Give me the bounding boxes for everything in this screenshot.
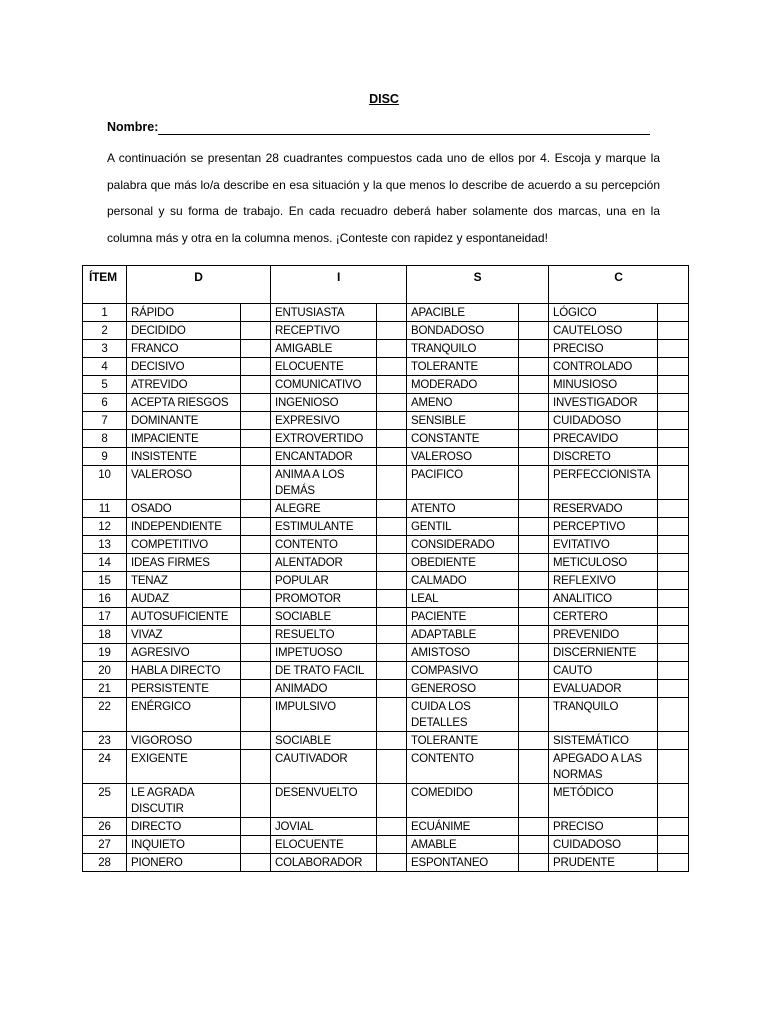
mark-box-s[interactable]: [519, 554, 549, 572]
word-c: LÓGICO: [549, 304, 658, 322]
word-s: LEAL: [407, 590, 519, 608]
word-d: DECIDIDO: [127, 322, 241, 340]
item-number: 5: [83, 376, 127, 394]
mark-box-i[interactable]: [377, 680, 407, 698]
word-c: METICULOSO: [549, 554, 658, 572]
word-d: AGRESIVO: [127, 644, 241, 662]
mark-box-d[interactable]: [241, 518, 271, 536]
table-row: [83, 662, 689, 680]
mark-box-s[interactable]: [519, 572, 549, 590]
mark-box-i[interactable]: [377, 376, 407, 394]
mark-box-s[interactable]: [519, 430, 549, 448]
table-row: [83, 572, 689, 590]
document-title: DISC: [369, 92, 399, 106]
table-row: [83, 554, 689, 572]
mark-box-s[interactable]: [519, 680, 549, 698]
mark-box-s[interactable]: [519, 322, 549, 340]
word-c: PRECISO: [549, 818, 658, 836]
mark-box-i[interactable]: [377, 732, 407, 750]
mark-box-i[interactable]: [377, 322, 407, 340]
item-number: 28: [83, 854, 127, 872]
mark-box-i[interactable]: [377, 554, 407, 572]
mark-box-i[interactable]: [377, 304, 407, 322]
mark-box-s[interactable]: [519, 836, 549, 854]
word-d: TENAZ: [127, 572, 241, 590]
header-c: C: [549, 266, 689, 304]
word-i: SOCIABLE: [271, 732, 377, 750]
word-d: INQUIETO: [127, 836, 241, 854]
word-d: OSADO: [127, 500, 241, 518]
mark-box-s[interactable]: [519, 750, 549, 784]
item-number: 10: [83, 466, 127, 500]
mark-box-d[interactable]: [241, 412, 271, 430]
mark-box-s[interactable]: [519, 466, 549, 500]
mark-box-s[interactable]: [519, 358, 549, 376]
word-s: CALMADO: [407, 572, 519, 590]
word-c: INVESTIGADOR: [549, 394, 658, 412]
table-row: [83, 448, 689, 466]
mark-box-d[interactable]: [241, 680, 271, 698]
mark-box-c[interactable]: [658, 854, 689, 872]
mark-box-c[interactable]: [658, 466, 689, 500]
mark-box-c[interactable]: [658, 358, 689, 376]
item-number: 11: [83, 500, 127, 518]
table-row: [83, 854, 689, 872]
word-s: TOLERANTE: [407, 358, 519, 376]
word-i: IMPULSIVO: [271, 698, 377, 732]
mark-box-d[interactable]: [241, 784, 271, 818]
instructions-paragraph: A continuación se presentan 28 cuadrantes compuestos cada uno de ellos por 4. Escoja y marque la palabra que más lo/a describe en esa situación y la que menos lo describe de acuerdo a su percepción personal y su forma de trabajo. En cada recuadro deberá haber solamente dos marcas, una en la columna más y otra en la columna menos. ¡Conteste con rapidez y espontaneidad!: [107, 151, 660, 245]
word-c: APEGADO A LAS NORMAS: [549, 750, 658, 784]
table-row: [83, 322, 689, 340]
item-number: 25: [83, 784, 127, 818]
item-number: 6: [83, 394, 127, 412]
word-s: AMISTOSO: [407, 644, 519, 662]
item-number: 16: [83, 590, 127, 608]
word-c: CAUTO: [549, 662, 658, 680]
word-s: ESPONTANEO: [407, 854, 519, 872]
mark-box-s[interactable]: [519, 412, 549, 430]
word-d: ATREVIDO: [127, 376, 241, 394]
mark-box-d[interactable]: [241, 854, 271, 872]
word-i: IMPETUOSO: [271, 644, 377, 662]
word-s: CUIDA LOS DETALLES: [407, 698, 519, 732]
mark-box-c[interactable]: [658, 590, 689, 608]
word-s: CONSIDERADO: [407, 536, 519, 554]
word-d: DIRECTO: [127, 818, 241, 836]
word-s: ECUÁNIME: [407, 818, 519, 836]
mark-box-d[interactable]: [241, 466, 271, 500]
mark-box-c[interactable]: [658, 732, 689, 750]
table-row: [83, 500, 689, 518]
mark-box-i[interactable]: [377, 412, 407, 430]
header-i: I: [271, 266, 407, 304]
word-s: ATENTO: [407, 500, 519, 518]
mark-box-s[interactable]: [519, 698, 549, 732]
mark-box-s[interactable]: [519, 500, 549, 518]
mark-box-d[interactable]: [241, 322, 271, 340]
mark-box-c[interactable]: [658, 430, 689, 448]
mark-box-i[interactable]: [377, 500, 407, 518]
table-row: [83, 750, 689, 784]
mark-box-c[interactable]: [658, 662, 689, 680]
table-row: [83, 536, 689, 554]
mark-box-i[interactable]: [377, 644, 407, 662]
word-i: ALEGRE: [271, 500, 377, 518]
mark-box-s[interactable]: [519, 732, 549, 750]
word-c: DISCERNIENTE: [549, 644, 658, 662]
item-number: 27: [83, 836, 127, 854]
mark-box-s[interactable]: [519, 590, 549, 608]
word-i: JOVIAL: [271, 818, 377, 836]
mark-box-c[interactable]: [658, 554, 689, 572]
mark-box-c[interactable]: [658, 322, 689, 340]
mark-box-s[interactable]: [519, 304, 549, 322]
disc-table: [82, 265, 689, 872]
mark-box-s[interactable]: [519, 394, 549, 412]
word-s: AMENO: [407, 394, 519, 412]
mark-box-i[interactable]: [377, 590, 407, 608]
word-i: DE TRATO FACIL: [271, 662, 377, 680]
mark-box-s[interactable]: [519, 854, 549, 872]
word-s: PACIFICO: [407, 466, 519, 500]
word-d: DECISIVO: [127, 358, 241, 376]
item-number: 4: [83, 358, 127, 376]
mark-box-c[interactable]: [658, 412, 689, 430]
word-c: PREVENIDO: [549, 626, 658, 644]
item-number: 8: [83, 430, 127, 448]
word-s: CONSTANTE: [407, 430, 519, 448]
word-i: ANIMADO: [271, 680, 377, 698]
word-d: PERSISTENTE: [127, 680, 241, 698]
word-d: COMPETITIVO: [127, 536, 241, 554]
word-s: PACIENTE: [407, 608, 519, 626]
word-c: MINUSIOSO: [549, 376, 658, 394]
mark-box-s[interactable]: [519, 376, 549, 394]
mark-box-i[interactable]: [377, 818, 407, 836]
mark-box-s[interactable]: [519, 626, 549, 644]
word-i: SOCIABLE: [271, 608, 377, 626]
word-i: CONTENTO: [271, 536, 377, 554]
mark-box-d[interactable]: [241, 394, 271, 412]
word-s: TOLERANTE: [407, 732, 519, 750]
header-s: S: [407, 266, 549, 304]
table-row: [83, 430, 689, 448]
word-s: AMABLE: [407, 836, 519, 854]
mark-box-i[interactable]: [377, 394, 407, 412]
mark-box-s[interactable]: [519, 644, 549, 662]
mark-box-i[interactable]: [377, 466, 407, 500]
header-item: ÍTEM: [83, 266, 127, 304]
word-c: CERTERO: [549, 608, 658, 626]
word-s: ADAPTABLE: [407, 626, 519, 644]
word-d: PIONERO: [127, 854, 241, 872]
mark-box-i[interactable]: [377, 626, 407, 644]
word-d: INDEPENDIENTE: [127, 518, 241, 536]
mark-box-d[interactable]: [241, 732, 271, 750]
table-body: [83, 304, 689, 872]
item-number: 1: [83, 304, 127, 322]
mark-box-d[interactable]: [241, 644, 271, 662]
item-number: 15: [83, 572, 127, 590]
word-d: LE AGRADA DISCUTIR: [127, 784, 241, 818]
mark-box-c[interactable]: [658, 644, 689, 662]
table-row: [83, 376, 689, 394]
table-row: [83, 394, 689, 412]
word-i: ELOCUENTE: [271, 836, 377, 854]
mark-box-d[interactable]: [241, 340, 271, 358]
mark-box-s[interactable]: [519, 662, 549, 680]
word-c: PRECAVIDO: [549, 430, 658, 448]
item-number: 21: [83, 680, 127, 698]
word-c: ANALITICO: [549, 590, 658, 608]
word-d: FRANCO: [127, 340, 241, 358]
table-row: [83, 590, 689, 608]
mark-box-d[interactable]: [241, 572, 271, 590]
mark-box-i[interactable]: [377, 750, 407, 784]
word-c: RESERVADO: [549, 500, 658, 518]
table-row: [83, 412, 689, 430]
word-d: AUDAZ: [127, 590, 241, 608]
mark-box-i[interactable]: [377, 784, 407, 818]
table-row: [83, 608, 689, 626]
word-c: CAUTELOSO: [549, 322, 658, 340]
word-s: GENTIL: [407, 518, 519, 536]
table-row: [83, 732, 689, 750]
word-i: ANIMA A LOS DEMÁS: [271, 466, 377, 500]
word-i: RECEPTIVO: [271, 322, 377, 340]
mark-box-i[interactable]: [377, 698, 407, 732]
word-c: REFLEXIVO: [549, 572, 658, 590]
word-s: CONTENTO: [407, 750, 519, 784]
item-number: 19: [83, 644, 127, 662]
item-number: 9: [83, 448, 127, 466]
mark-box-s[interactable]: [519, 340, 549, 358]
mark-box-c[interactable]: [658, 448, 689, 466]
mark-box-c[interactable]: [658, 340, 689, 358]
table-row: [83, 466, 689, 500]
mark-box-s[interactable]: [519, 448, 549, 466]
table-row: [83, 304, 689, 322]
word-d: IMPACIENTE: [127, 430, 241, 448]
mark-box-d[interactable]: [241, 430, 271, 448]
mark-box-d[interactable]: [241, 836, 271, 854]
mark-box-c[interactable]: [658, 818, 689, 836]
word-d: RÁPIDO: [127, 304, 241, 322]
mark-box-i[interactable]: [377, 662, 407, 680]
mark-box-d[interactable]: [241, 590, 271, 608]
mark-box-d[interactable]: [241, 662, 271, 680]
mark-box-c[interactable]: [658, 626, 689, 644]
word-i: COLABORADOR: [271, 854, 377, 872]
word-i: ENCANTADOR: [271, 448, 377, 466]
table-row: [83, 784, 689, 818]
word-i: AMIGABLE: [271, 340, 377, 358]
word-s: COMEDIDO: [407, 784, 519, 818]
mark-box-c[interactable]: [658, 836, 689, 854]
mark-box-c[interactable]: [658, 572, 689, 590]
word-i: ENTUSIASTA: [271, 304, 377, 322]
nombre-field[interactable]: [158, 134, 650, 135]
mark-box-i[interactable]: [377, 358, 407, 376]
header-d: D: [127, 266, 271, 304]
word-s: VALEROSO: [407, 448, 519, 466]
item-number: 22: [83, 698, 127, 732]
word-s: BONDADOSO: [407, 322, 519, 340]
mark-box-d[interactable]: [241, 358, 271, 376]
word-c: EVALUADOR: [549, 680, 658, 698]
item-number: 14: [83, 554, 127, 572]
mark-box-i[interactable]: [377, 836, 407, 854]
mark-box-i[interactable]: [377, 448, 407, 466]
table-row: [83, 698, 689, 732]
item-number: 17: [83, 608, 127, 626]
word-i: EXPRESIVO: [271, 412, 377, 430]
table-row: [83, 818, 689, 836]
word-c: METÓDICO: [549, 784, 658, 818]
mark-box-i[interactable]: [377, 518, 407, 536]
word-i: DESENVUELTO: [271, 784, 377, 818]
nombre-label: Nombre:: [107, 120, 159, 134]
mark-box-d[interactable]: [241, 304, 271, 322]
mark-box-s[interactable]: [519, 608, 549, 626]
table-row: [83, 358, 689, 376]
mark-box-s[interactable]: [519, 518, 549, 536]
item-number: 7: [83, 412, 127, 430]
word-i: ELOCUENTE: [271, 358, 377, 376]
mark-box-i[interactable]: [377, 854, 407, 872]
item-number: 20: [83, 662, 127, 680]
word-d: VIVAZ: [127, 626, 241, 644]
word-i: CAUTIVADOR: [271, 750, 377, 784]
word-d: IDEAS FIRMES: [127, 554, 241, 572]
mark-box-c[interactable]: [658, 376, 689, 394]
mark-box-d[interactable]: [241, 818, 271, 836]
word-i: COMUNICATIVO: [271, 376, 377, 394]
word-c: PERFECCIONISTA: [549, 466, 658, 500]
item-number: 2: [83, 322, 127, 340]
mark-box-i[interactable]: [377, 340, 407, 358]
item-number: 23: [83, 732, 127, 750]
word-c: SISTEMÁTICO: [549, 732, 658, 750]
word-d: DOMINANTE: [127, 412, 241, 430]
word-s: GENEROSO: [407, 680, 519, 698]
mark-box-c[interactable]: [658, 536, 689, 554]
table-row: [83, 626, 689, 644]
word-s: OBEDIENTE: [407, 554, 519, 572]
word-s: TRANQUILO: [407, 340, 519, 358]
mark-box-i[interactable]: [377, 572, 407, 590]
mark-box-i[interactable]: [377, 608, 407, 626]
table-row: [83, 836, 689, 854]
word-c: DISCRETO: [549, 448, 658, 466]
word-i: PROMOTOR: [271, 590, 377, 608]
item-number: 12: [83, 518, 127, 536]
mark-box-d[interactable]: [241, 376, 271, 394]
word-c: PRUDENTE: [549, 854, 658, 872]
word-i: ESTIMULANTE: [271, 518, 377, 536]
word-d: ENÉRGICO: [127, 698, 241, 732]
mark-box-s[interactable]: [519, 818, 549, 836]
item-number: 13: [83, 536, 127, 554]
mark-box-s[interactable]: [519, 536, 549, 554]
item-number: 3: [83, 340, 127, 358]
mark-box-c[interactable]: [658, 680, 689, 698]
item-number: 24: [83, 750, 127, 784]
mark-box-i[interactable]: [377, 536, 407, 554]
mark-box-c[interactable]: [658, 784, 689, 818]
word-i: INGENIOSO: [271, 394, 377, 412]
word-s: MODERADO: [407, 376, 519, 394]
mark-box-c[interactable]: [658, 500, 689, 518]
table-row: [83, 680, 689, 698]
word-d: EXIGENTE: [127, 750, 241, 784]
word-s: SENSIBLE: [407, 412, 519, 430]
header-row: [83, 266, 689, 304]
word-d: HABLA DIRECTO: [127, 662, 241, 680]
mark-box-c[interactable]: [658, 608, 689, 626]
word-d: INSISTENTE: [127, 448, 241, 466]
word-s: APACIBLE: [407, 304, 519, 322]
word-i: POPULAR: [271, 572, 377, 590]
item-number: 26: [83, 818, 127, 836]
word-c: CUIDADOSO: [549, 412, 658, 430]
mark-box-c[interactable]: [658, 750, 689, 784]
word-d: VALEROSO: [127, 466, 241, 500]
word-c: CONTROLADO: [549, 358, 658, 376]
item-number: 18: [83, 626, 127, 644]
mark-box-d[interactable]: [241, 536, 271, 554]
word-i: ALENTADOR: [271, 554, 377, 572]
mark-box-d[interactable]: [241, 698, 271, 732]
word-i: RESUELTO: [271, 626, 377, 644]
word-c: TRANQUILO: [549, 698, 658, 732]
word-d: ACEPTA RIESGOS: [127, 394, 241, 412]
table-row: [83, 340, 689, 358]
mark-box-c[interactable]: [658, 304, 689, 322]
word-c: EVITATIVO: [549, 536, 658, 554]
mark-box-d[interactable]: [241, 626, 271, 644]
word-c: PRECISO: [549, 340, 658, 358]
mark-box-c[interactable]: [658, 518, 689, 536]
table-row: [83, 518, 689, 536]
mark-box-d[interactable]: [241, 750, 271, 784]
mark-box-d[interactable]: [241, 500, 271, 518]
word-i: EXTROVERTIDO: [271, 430, 377, 448]
word-d: VIGOROSO: [127, 732, 241, 750]
word-d: AUTOSUFICIENTE: [127, 608, 241, 626]
word-s: COMPASIVO: [407, 662, 519, 680]
mark-box-i[interactable]: [377, 430, 407, 448]
mark-box-d[interactable]: [241, 448, 271, 466]
table-row: [83, 644, 689, 662]
word-c: CUIDADOSO: [549, 836, 658, 854]
mark-box-d[interactable]: [241, 608, 271, 626]
mark-box-c[interactable]: [658, 698, 689, 732]
mark-box-c[interactable]: [658, 394, 689, 412]
mark-box-d[interactable]: [241, 554, 271, 572]
mark-box-s[interactable]: [519, 784, 549, 818]
word-c: PERCEPTIVO: [549, 518, 658, 536]
